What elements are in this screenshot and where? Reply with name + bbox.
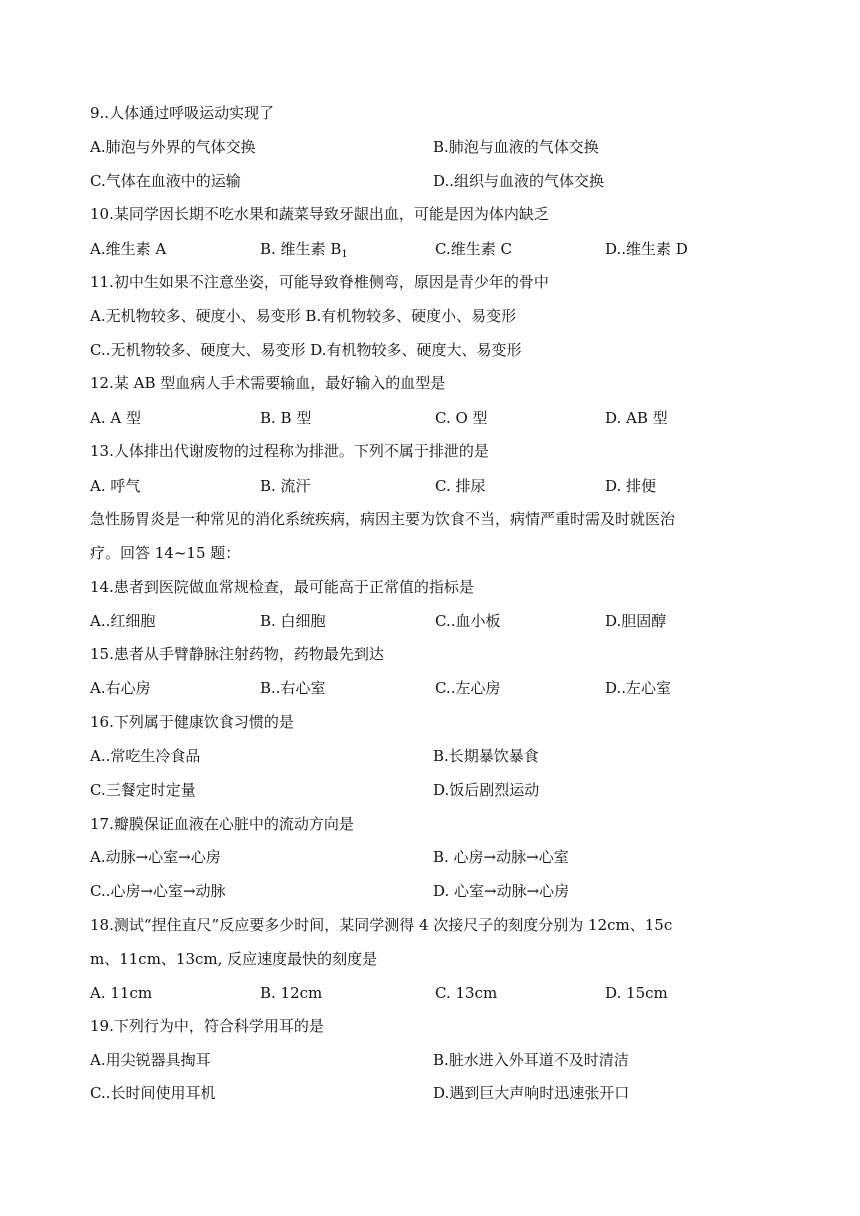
- vitamin-b-subscript: 1: [341, 249, 348, 260]
- question-18-option-c: C. 13cm: [435, 984, 498, 1002]
- question-18-option-a: A. 11cm: [90, 984, 153, 1002]
- question-14-option-b: B. 白细胞: [260, 612, 326, 630]
- question-18-option-d: D. 15cm: [605, 984, 668, 1002]
- question-14-option-d: D.胆固醇: [605, 612, 667, 630]
- question-9-option-a: A.肺泡与外界的气体交换: [90, 138, 256, 156]
- question-18-option-b: B. 12cm: [260, 984, 323, 1002]
- question-17-option-b: B. 心房→动脉→心室: [433, 848, 569, 866]
- question-11-options-ab: A.无机物较多、硬度小、易变形 B.有机物较多、硬度小、易变形: [90, 307, 517, 325]
- question-15-option-d: D..左心室: [605, 679, 672, 697]
- question-16-stem: 16.下列属于健康饮食习惯的是: [90, 713, 294, 731]
- question-13-option-a: A. 呼气: [90, 477, 141, 495]
- question-17-option-d: D. 心室→动脉→心房: [433, 882, 570, 900]
- question-14-stem: 14.患者到医院做血常规检查，最可能高于正常值的指标是: [90, 578, 474, 596]
- question-10-option-a: A.维生素 A: [90, 240, 167, 258]
- question-19-option-c: C..长时间使用耳机: [90, 1084, 216, 1102]
- question-12-option-b: B. B 型: [260, 409, 312, 427]
- question-12-option-c: C. O 型: [435, 409, 488, 427]
- question-12-stem: 12.某 AB 型血病人手术需要输血，最好输入的血型是: [90, 374, 446, 392]
- question-19-option-d: D.遇到巨大声响时迅速张开口: [433, 1084, 630, 1102]
- question-9-stem: 9..人体通过呼吸运动实现了: [90, 104, 275, 122]
- question-19-stem: 19.下列行为中，符合科学用耳的是: [90, 1017, 324, 1035]
- question-14-option-a: A..红细胞: [90, 612, 156, 630]
- question-15-option-b: B..右心室: [260, 679, 326, 697]
- question-10-option-b: B. 维生素 $B_1$: [260, 240, 348, 260]
- passage-line-2: 疗。回答 14~15 题：: [90, 544, 241, 562]
- question-13-option-c: C. 排尿: [435, 477, 486, 495]
- question-18-stem-line-1: 18.测试“捏住直尺”反应要多少时间，某同学测得 4 次接尺子的刻度分别为 12cm、15c: [90, 916, 673, 934]
- question-10-option-c: C.维生素 C: [435, 240, 512, 258]
- question-16-option-d: D.饭后剧烈运动: [433, 781, 540, 799]
- question-13-option-d: D. 排便: [605, 477, 657, 495]
- question-17-option-a: A.动脉→心室→心房: [90, 848, 221, 866]
- passage-line-1: 急性肠胃炎是一种常见的消化系统疾病，病因主要为饮食不当，病情严重时需及时就医治: [90, 510, 676, 528]
- question-18-stem-line-2: m、11cm、13cm, 反应速度最快的刻度是: [90, 950, 378, 968]
- question-19-option-b: B.脏水进入外耳道不及时清洁: [433, 1051, 629, 1069]
- question-12-option-d: D. AB 型: [605, 409, 668, 427]
- question-11-options-cd: C..无机物较多、硬度大、易变形 D.有机物较多、硬度大、易变形: [90, 341, 522, 359]
- question-13-option-b: B. 流汗: [260, 477, 311, 495]
- question-17-stem: 17.瓣膜保证血液在心脏中的流动方向是: [90, 815, 354, 833]
- question-9-option-b: B.肺泡与血液的气体交换: [433, 138, 599, 156]
- question-16-option-c: C.三餐定时定量: [90, 781, 196, 799]
- question-16-option-b: B.长期暴饮暴食: [433, 747, 539, 765]
- question-15-option-c: C..左心房: [435, 679, 501, 697]
- question-9-option-c: C.气体在血液中的运输: [90, 172, 241, 190]
- question-14-option-c: C..血小板: [435, 612, 501, 630]
- question-12-option-a: A. A 型: [90, 409, 141, 427]
- question-17-option-c: C..心房→心室→动脉: [90, 882, 226, 900]
- question-9-option-d: D..组织与血液的气体交换: [433, 172, 605, 190]
- question-13-stem: 13.人体排出代谢废物的过程称为排泄。下列不属于排泄的是: [90, 442, 489, 460]
- question-11-stem: 11.初中生如果不注意坐姿，可能导致脊椎侧弯，原因是青少年的骨中: [90, 273, 549, 291]
- question-10-option-d: D..维生素 D: [605, 240, 688, 258]
- question-10-stem: 10.某同学因长期不吃水果和蔬菜导致牙龈出血，可能是因为体内缺乏: [90, 205, 549, 223]
- question-19-option-a: A.用尖锐器具掏耳: [90, 1051, 211, 1069]
- question-15-option-a: A.右心房: [90, 679, 151, 697]
- question-15-stem: 15.患者从手臂静脉注射药物，药物最先到达: [90, 645, 384, 663]
- question-16-option-a: A..常吃生冷食品: [90, 747, 201, 765]
